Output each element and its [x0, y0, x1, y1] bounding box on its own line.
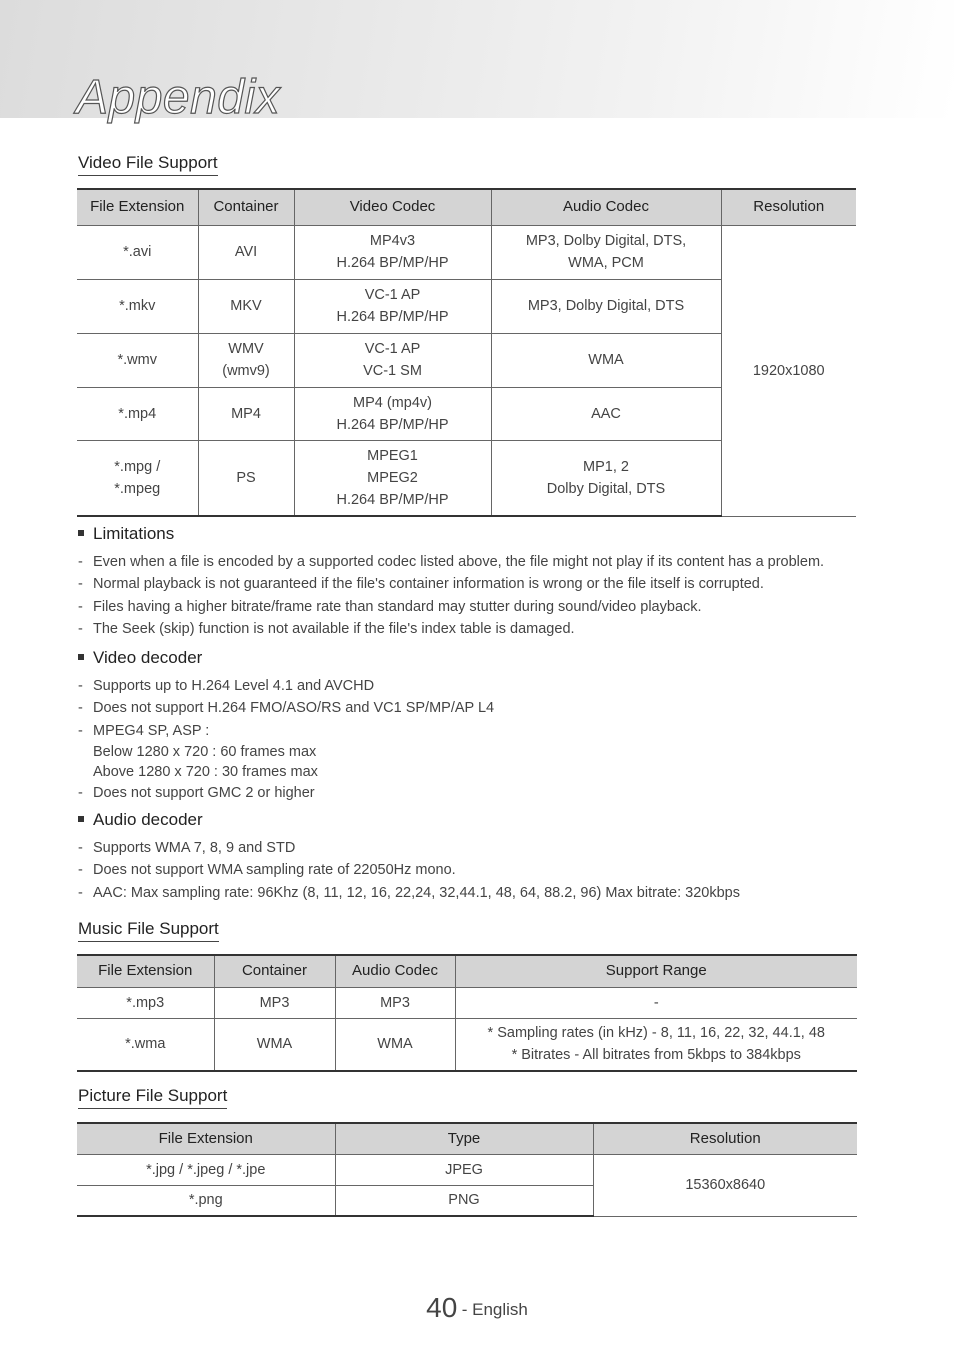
list-item: - Supports WMA 7, 8, 9 and STD	[78, 837, 740, 859]
container-cell: MP4	[198, 387, 294, 440]
video-codec-cell: VC-1 AP VC-1 SM	[294, 333, 491, 387]
video-codec-cell: VC-1 AP H.264 BP/MP/HP	[294, 279, 491, 333]
page-footer	[0, 1292, 954, 1324]
video-support-table	[77, 188, 856, 517]
file-extension-cell: *.wmv	[77, 333, 198, 387]
limitations-heading: Limitations	[78, 524, 174, 544]
file-extension-cell: *.mpg / *.mpeg	[77, 440, 198, 516]
container-cell: MP3	[214, 987, 335, 1018]
support-range-cell: -	[455, 987, 857, 1018]
list-item: - Files having a higher bitrate/frame rate than standard may stutter during sound/video playback.	[78, 596, 824, 618]
list-item: - Does not support H.264 FMO/ASO/RS and VC1 SP/MP/AP L4	[78, 697, 494, 719]
page-number: 40	[426, 1292, 458, 1323]
square-bullet-icon	[78, 816, 84, 822]
video-file-support-title: Video File Support	[78, 153, 218, 176]
audio-codec-cell: WMA	[491, 333, 721, 387]
list-item: - Normal playback is not guaranteed if the file's container information is wrong or the file itself is corrupted.	[78, 573, 824, 595]
picture-file-support-title: Picture File Support	[78, 1086, 227, 1109]
audio-codec-cell: MP3, Dolby Digital, DTS, WMA, PCM	[491, 225, 721, 279]
file-extension-cell: *.wma	[77, 1018, 214, 1071]
file-extension-cell: *.mp4	[77, 387, 198, 440]
video-codec-cell: MP4 (mp4v) H.264 BP/MP/HP	[294, 387, 491, 440]
file-extension-cell: *.mp3	[77, 987, 214, 1018]
video-codec-cell: MPEG1 MPEG2 H.264 BP/MP/HP	[294, 440, 491, 516]
mpeg4-limit-line: Below 1280 x 720 : 60 frames max	[93, 744, 317, 761]
resolution-cell: 1920x1080	[721, 225, 856, 516]
video-header-audio-codec: Audio Codec	[491, 189, 721, 225]
audio-codec-cell: MP1, 2 Dolby Digital, DTS	[491, 440, 721, 516]
file-extension-cell: *.jpg / *.jpeg / *.jpe	[77, 1154, 335, 1185]
container-cell: PS	[198, 440, 294, 516]
audio-codec-cell: AAC	[491, 387, 721, 440]
table-row	[77, 987, 857, 1018]
page-language: - English	[461, 1300, 528, 1319]
picture-support-table	[77, 1122, 857, 1217]
audio-codec-cell: WMA	[335, 1018, 455, 1071]
resolution-cell: 15360x8640	[593, 1154, 857, 1216]
table-row	[77, 225, 856, 279]
square-bullet-icon	[78, 530, 84, 536]
file-extension-cell: *.mkv	[77, 279, 198, 333]
audio-decoder-heading: Audio decoder	[78, 810, 203, 830]
table-row	[77, 1018, 857, 1071]
list-item: - MPEG4 SP, ASP : Below 1280 x 720 : 60 frames max Above 1280 x 720 : 30 frames max	[78, 720, 494, 782]
picture-header-resolution: Resolution	[593, 1123, 857, 1154]
music-header-file-extension: File Extension	[77, 955, 214, 987]
list-item: - AAC: Max sampling rate: 96Khz (8, 11, 12, 16, 22,24, 32,44.1, 48, 64, 88.2, 96) Max bitrate: 320kbps	[78, 882, 740, 904]
music-header-support-range: Support Range	[455, 955, 857, 987]
mpeg4-limit-line: Above 1280 x 720 : 30 frames max	[93, 764, 318, 781]
limitations-list	[78, 551, 824, 641]
audio-codec-cell: MP3, Dolby Digital, DTS	[491, 279, 721, 333]
list-item: - Does not support WMA sampling rate of 22050Hz mono.	[78, 859, 740, 881]
page-title: Appendix	[76, 71, 281, 124]
container-cell: MKV	[198, 279, 294, 333]
table-row	[77, 1154, 857, 1185]
audio-codec-cell: MP3	[335, 987, 455, 1018]
list-item: - Does not support GMC 2 or higher	[78, 782, 494, 804]
music-support-table	[77, 954, 857, 1072]
file-extension-cell: *.avi	[77, 225, 198, 279]
picture-header-type: Type	[335, 1123, 593, 1154]
music-header-container: Container	[214, 955, 335, 987]
video-header-video-codec: Video Codec	[294, 189, 491, 225]
type-cell: PNG	[335, 1185, 593, 1216]
audio-decoder-list	[78, 837, 740, 904]
video-header-resolution: Resolution	[721, 189, 856, 225]
list-item: - Even when a file is encoded by a supported codec listed above, the file might not play if its content has a problem.	[78, 551, 824, 573]
video-codec-cell: MP4v3 H.264 BP/MP/HP	[294, 225, 491, 279]
file-extension-cell: *.png	[77, 1185, 335, 1216]
list-item: - Supports up to H.264 Level 4.1 and AVCHD	[78, 675, 494, 697]
container-cell: WMA	[214, 1018, 335, 1071]
video-header-container: Container	[198, 189, 294, 225]
type-cell: JPEG	[335, 1154, 593, 1185]
video-decoder-list	[78, 675, 494, 805]
music-file-support-title: Music File Support	[78, 919, 219, 942]
container-cell: WMV (wmv9)	[198, 333, 294, 387]
video-header-file-extension: File Extension	[77, 189, 198, 225]
music-header-audio-codec: Audio Codec	[335, 955, 455, 987]
square-bullet-icon	[78, 654, 84, 660]
picture-header-file-extension: File Extension	[77, 1123, 335, 1154]
list-item: - The Seek (skip) function is not available if the file's index table is damaged.	[78, 618, 824, 640]
support-range-cell: * Sampling rates (in kHz) - 8, 11, 16, 22, 32, 44.1, 48 * Bitrates - All bitrates from 5kbps to 384kbps	[455, 1018, 857, 1071]
video-decoder-heading: Video decoder	[78, 648, 202, 668]
container-cell: AVI	[198, 225, 294, 279]
